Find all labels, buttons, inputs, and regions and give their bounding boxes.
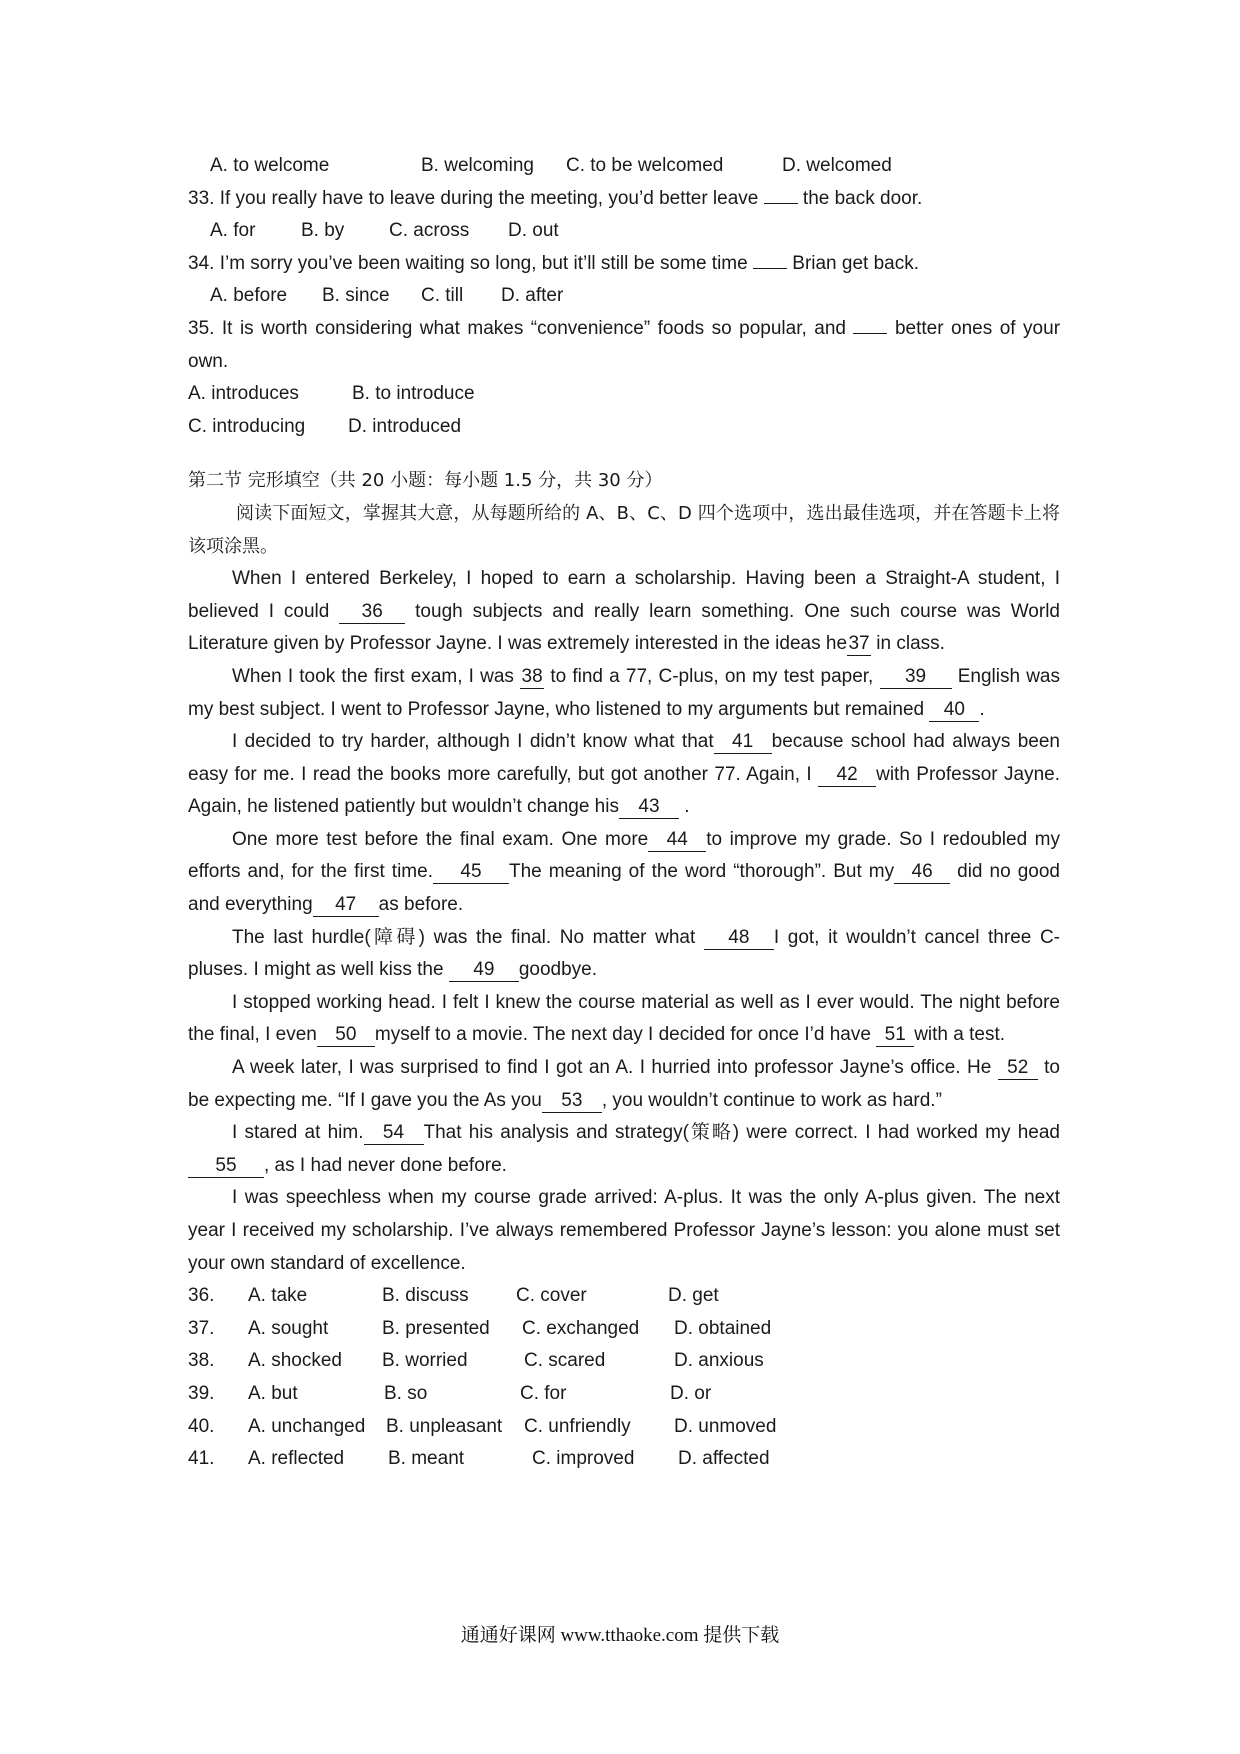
passage-paragraph-6 bbox=[188, 987, 1060, 1052]
text-run: , you wouldn’t continue to work as hard.” bbox=[601, 1089, 942, 1111]
choice-option[interactable]: A. reflected bbox=[248, 1448, 345, 1470]
text-run: with Professor Jayne. Again, he listened patiently but wouldn’t change his bbox=[188, 763, 1060, 818]
q35-stem bbox=[188, 313, 1060, 378]
choice-row bbox=[188, 1280, 1060, 1313]
q34-stem-tail: Brian get back. bbox=[792, 252, 920, 274]
passage-paragraph-8 bbox=[188, 1117, 1060, 1182]
text-run: That his analysis and strategy(策略) were correct. I had worked my head bbox=[423, 1122, 1060, 1144]
blank-36: 36 bbox=[339, 601, 405, 624]
text-run: One more test before the final exam. One more bbox=[232, 828, 649, 850]
text-run: I decided to try harder, although I didn’t know what that bbox=[232, 731, 714, 753]
passage-paragraph-1 bbox=[188, 563, 1060, 661]
text-run: tough subjects and really learn something. One such course was World Literature given by Professor Jayne. I was extremely interested in the ideas he bbox=[188, 600, 1060, 655]
blank-55: 55 bbox=[188, 1155, 264, 1178]
choice-option[interactable]: B. unpleasant bbox=[386, 1415, 503, 1437]
choice-option[interactable]: B. discuss bbox=[382, 1285, 469, 1307]
choice-option[interactable]: C. unfriendly bbox=[524, 1415, 631, 1437]
text-run: . bbox=[979, 698, 985, 720]
text-run: goodbye. bbox=[518, 959, 598, 981]
blank-38: 38 bbox=[521, 665, 543, 687]
q34-option-a: A. before bbox=[210, 285, 288, 307]
q32-option-b: B. welcoming bbox=[421, 155, 534, 176]
choice-option[interactable]: C. improved bbox=[532, 1448, 635, 1470]
q34-blank bbox=[753, 268, 787, 269]
blank-47: 47 bbox=[313, 894, 379, 917]
q35-stem-tail: better ones of your own. bbox=[188, 317, 1061, 372]
passage-paragraph-4 bbox=[188, 824, 1060, 922]
q32-options bbox=[188, 150, 1060, 183]
footer-credit: 通通好课网 www.tthaoke.com 提供下载 bbox=[460, 1625, 780, 1646]
blank-42: 42 bbox=[818, 764, 876, 787]
blank-46: 46 bbox=[894, 861, 950, 884]
choice-option[interactable]: B. meant bbox=[388, 1448, 465, 1470]
q32-option-d: D. welcomed bbox=[782, 155, 892, 176]
q35-option-d: D. introduced bbox=[348, 415, 462, 437]
blank-39: 39 bbox=[880, 666, 952, 689]
blank-41: 41 bbox=[714, 731, 772, 754]
choice-option[interactable]: D. obtained bbox=[674, 1317, 772, 1339]
passage-paragraph-2 bbox=[188, 661, 1060, 726]
q33-option-b: B. by bbox=[301, 220, 345, 242]
choice-option[interactable]: C. cover bbox=[516, 1285, 587, 1307]
q34-options bbox=[188, 280, 1060, 313]
q33-option-a: A. for bbox=[210, 220, 256, 242]
q34-stem bbox=[188, 248, 1060, 281]
passage-paragraph-3 bbox=[188, 726, 1060, 824]
choice-option[interactable]: B. so bbox=[384, 1382, 428, 1404]
choice-option[interactable]: C. for bbox=[520, 1382, 567, 1404]
choice-option[interactable]: D. affected bbox=[678, 1448, 770, 1470]
text-run: The last hurdle(障碍) was the final. No matter what bbox=[232, 926, 696, 948]
blank-53: 53 bbox=[542, 1090, 602, 1113]
q35-stem-text: 35. It is worth considering what makes “convenience” foods so popular, and bbox=[188, 317, 846, 339]
passage-paragraph-9: I was speechless when my course grade arrived: A-plus. It was the only A-plus given. The next year I received my scholarship. I’ve always remembered Professor Jayne’s lesson: you alone must set your own standard of excellence. bbox=[188, 1187, 1060, 1274]
q35-option-c: C. introducing bbox=[188, 415, 306, 437]
text-run: I stopped working head. I felt I knew the course material as well as I ever would. The night before the final, I even bbox=[188, 991, 1060, 1046]
choice-option[interactable]: D. anxious bbox=[674, 1350, 764, 1372]
blank-52: 52 bbox=[998, 1057, 1038, 1080]
exam-page bbox=[188, 150, 1060, 1476]
blank-37: 37 bbox=[848, 633, 870, 655]
q32-option-c: C. to be welcomed bbox=[566, 155, 724, 176]
choice-option[interactable]: A. sought bbox=[248, 1317, 329, 1339]
blank-48: 48 bbox=[704, 927, 774, 950]
choice-option[interactable]: A. take bbox=[248, 1285, 308, 1307]
text-run: , as I had never done before. bbox=[264, 1154, 507, 1176]
choice-row bbox=[188, 1313, 1060, 1346]
q35-options-row2 bbox=[188, 411, 1060, 444]
passage-paragraph-5 bbox=[188, 922, 1060, 987]
answer-choices bbox=[188, 1280, 1060, 1476]
choice-option[interactable]: B. presented bbox=[382, 1317, 490, 1339]
text-run: did no good and everything bbox=[188, 861, 1060, 916]
blank-50: 50 bbox=[317, 1024, 375, 1047]
text-run: with a test. bbox=[914, 1024, 1006, 1046]
text-run: myself to a movie. The next day I decided for once I’d have bbox=[374, 1024, 871, 1046]
q33-blank bbox=[764, 203, 798, 204]
section-title: 第二节 完形填空（共 20 小题：每小题 1.5 分，共 30 分） bbox=[188, 470, 663, 492]
q35-option-a: A. introduces bbox=[188, 383, 299, 405]
q35-options-row1 bbox=[188, 378, 1060, 411]
q34-option-c: C. till bbox=[421, 285, 464, 307]
text-run: I got, it wouldn’t cancel three C-pluses. I might as well kiss the bbox=[188, 926, 1060, 981]
choice-option[interactable]: B. worried bbox=[382, 1350, 468, 1372]
blank-49: 49 bbox=[449, 959, 519, 982]
choice-option[interactable]: D. unmoved bbox=[674, 1415, 777, 1437]
blank-44: 44 bbox=[648, 829, 706, 852]
q35-option-b: B. to introduce bbox=[352, 383, 475, 405]
choice-number: 40. bbox=[188, 1415, 215, 1437]
choice-number: 38. bbox=[188, 1350, 215, 1372]
section-instruction: 阅读下面短文，掌握其大意，从每题所给的 A、B、C、D 四个选项中，选出最佳选项，并在答题卡上将该项涂黑。 bbox=[188, 502, 1060, 557]
text-run: English was my best subject. I went to Professor Jayne, who listened to my arguments but remained bbox=[188, 665, 1060, 720]
blank-51: 51 bbox=[876, 1024, 914, 1047]
q33-stem-text: 33. If you really have to leave during the meeting, you’d better leave bbox=[188, 187, 759, 209]
choice-number: 37. bbox=[188, 1317, 215, 1339]
choice-number: 41. bbox=[188, 1448, 215, 1470]
q35-blank bbox=[853, 333, 887, 334]
choice-number: 36. bbox=[188, 1285, 215, 1307]
choice-option[interactable]: A. but bbox=[248, 1382, 298, 1404]
blank-40: 40 bbox=[929, 699, 979, 722]
text-run: to improve my grade. So I redoubled my efforts and, for the first time. bbox=[188, 828, 1061, 883]
q33-stem-tail: the back door. bbox=[802, 187, 923, 209]
q34-stem-text: 34. I’m sorry you’ve been waiting so long, but it’ll still be some time bbox=[188, 252, 748, 274]
q34-option-b: B. since bbox=[322, 285, 390, 307]
text-run: . bbox=[684, 796, 690, 818]
choice-option[interactable]: D. or bbox=[670, 1382, 712, 1404]
choice-row bbox=[188, 1411, 1060, 1444]
text-run: When I entered Berkeley, I hoped to earn a scholarship. Having been a Straight-A student, I believed I could bbox=[188, 568, 1060, 622]
q33-options bbox=[188, 215, 1060, 248]
choice-option[interactable]: C. scared bbox=[524, 1350, 606, 1372]
q32-option-a: A. to welcome bbox=[210, 155, 330, 176]
text-run: in class. bbox=[876, 633, 945, 655]
choice-number: 39. bbox=[188, 1382, 215, 1404]
blank-54: 54 bbox=[364, 1122, 424, 1145]
text-run: to be expecting me. “If I gave you the As you bbox=[188, 1057, 1060, 1111]
text-run: as before. bbox=[378, 894, 464, 916]
choice-row bbox=[188, 1345, 1060, 1378]
choice-option[interactable]: A. unchanged bbox=[248, 1415, 366, 1437]
passage-paragraph-7 bbox=[188, 1052, 1060, 1117]
blank-45: 45 bbox=[433, 861, 509, 884]
q33-option-d: D. out bbox=[508, 220, 559, 242]
text-run: The meaning of the word “thorough”. But my bbox=[508, 861, 895, 883]
q34-option-d: D. after bbox=[501, 285, 564, 307]
text-run: I stared at him. bbox=[232, 1122, 364, 1144]
text-run: A week later, I was surprised to find I got an A. I hurried into professor Jayne’s office. He bbox=[232, 1057, 992, 1079]
text-run: When I took the first exam, I was bbox=[232, 665, 514, 687]
choice-option[interactable]: A. shocked bbox=[248, 1350, 342, 1372]
choice-option[interactable]: C. exchanged bbox=[522, 1317, 640, 1339]
q33-option-c: C. across bbox=[389, 220, 470, 242]
text-run: to find a 77, C-plus, on my test paper, bbox=[550, 665, 874, 687]
blank-43: 43 bbox=[619, 796, 679, 819]
choice-row bbox=[188, 1443, 1060, 1476]
choice-option[interactable]: D. get bbox=[668, 1285, 719, 1307]
choice-row bbox=[188, 1378, 1060, 1411]
q33-stem bbox=[188, 183, 1060, 216]
text-run: because school had always been easy for me. I read the books more carefully, but got another 77. Again, I bbox=[188, 731, 1060, 785]
